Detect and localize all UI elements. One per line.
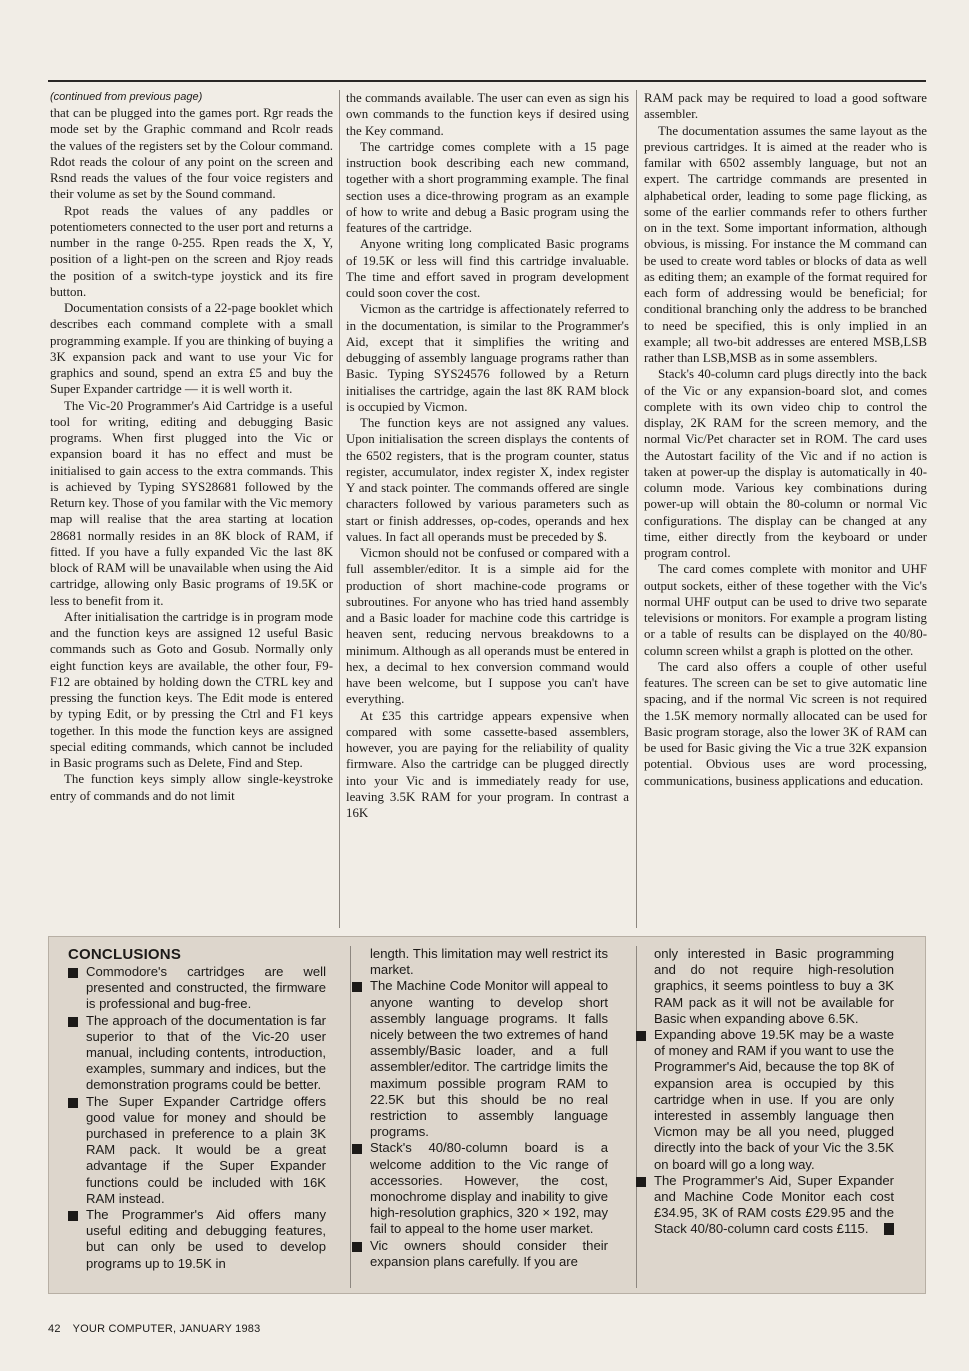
article-paragraph: Rpot reads the values of any paddles or potentiometers connected to the user port and returns a number in the range 0-255. Rpen reads the X, Y, position of a light-pen on the screen and Rjoy reads the position of a switch-type joystick and its fire button. xyxy=(50,203,333,299)
bullet-square-icon xyxy=(636,1031,646,1041)
article-paragraph: Stack's 40-column card plugs directly into the back of the Vic or any expansion-board slot, and comes complete with its own video chip to control the display, 2K RAM for the screen memory, and the normal Vic/Pet character set in ROM. The card uses the Autostart facility of the Vic and if no action is taken at power-up the display is automatically in 40-column mode. Various key combinations during power-up will obtain the 80-column or normal Vic configurations. The display can be changed at any time, either directly from the keyboard or under program control. xyxy=(644,367,927,560)
page-footer xyxy=(48,1323,260,1335)
article-paragraph: Vicmon as the cartridge is affectionately referred to in the documentation, is similar to the Programmer's Aid, except that it simplifies the writing and debugging of assembly language programs rather than Basic. Typing SYS24576 followed by a Return initialises the cartridge, again the last 8K RAM block is occupied by Vicmon. xyxy=(346,302,629,414)
bullet-square-icon xyxy=(68,968,78,978)
article-column-2 xyxy=(346,90,629,821)
conclusion-text: The Machine Code Monitor will appeal to anyone wanting to develop short assembly language programs. It falls nicely between the two extremes of hand assembly/Basic loader, and a full assembler/editor. The cartridge limits the maximum possible program RAM to 22.5K but this should be no real restriction to assembly language programs. xyxy=(370,978,608,1140)
bullet-square-icon xyxy=(352,982,362,992)
article-paragraph: The documentation assumes the same layout as the previous cartridges. It is aimed at the reader who is familar with 6502 assembly language, but not an expert. The cartridge commands are presented in alphabetical order, leading to some page flicking, as some of the earlier commands refer to others further on in the text. Some important information, although obvious, is missing. For instance the M command can be used to create word tables or blocks of data as well as editing them; an example of the format required for each form of addressing would be beneficial; for conditional branching only the address to be branched to need be specified, this is only implied in an example; all two-bit addresses are entered MSB,LSB rather than LSB,MSB as in some assemblers. xyxy=(644,123,927,365)
conclusion-item xyxy=(68,1013,326,1094)
end-of-article-icon xyxy=(884,1223,894,1235)
bullet-square-icon xyxy=(68,1098,78,1108)
continued-note: (continued from previous page) xyxy=(50,91,203,103)
conclusion-text: Vic owners should consider their expansion plans carefully. If you are xyxy=(370,1237,608,1269)
article-paragraph: After initialisation the cartridge is in program mode and the function keys are assigned 12 useful Basic commands such as Goto and Gosub. Normally only eight function keys are available, the other four, F9-F12 are obtained by holding down the CTRL key and pressing the function keys. The Edit mode is entered by typing Edit, or by pressing the Ctrl and F1 keys together. In this mode the function keys are assigned special editing commands, which cannot be included in Basic programs such as Delete, Find and Step. xyxy=(50,609,333,770)
article-column-1 xyxy=(50,90,333,804)
article-paragraph: The cartridge comes complete with a 15 page instruction book describing each new command, together with a short programming example. The final section uses a dice-throwing program as an example of how to write and debug a Basic program using the features of the cartridge. xyxy=(346,139,629,235)
conclusion-item xyxy=(68,1094,326,1207)
box-column-divider xyxy=(350,946,351,1288)
conclusion-text: The approach of the documentation is far superior to that of the Vic-20 user manual, including contents, introduction, examples, summary and indices, but the demonstration programs could be better. xyxy=(86,1012,326,1093)
conclusion-item xyxy=(636,1173,894,1238)
bullet-square-icon xyxy=(636,1177,646,1187)
article-paragraph: that can be plugged into the games port. Rgr reads the mode set by the Graphic command and Rcolr reads the values of the registers set by the Colour command. Rdot reads the colour of any point on the screen and Rsnd reads the values of the four voice registers and their volume as set by the Sound command. xyxy=(50,106,333,202)
conclusion-text: Stack's 40/80-column board is a welcome addition to the Vic range of accessories. However, the cost, monochrome display and inability to give high-resolution graphics, 320 × 192, may fail to appeal to the home user market. xyxy=(370,1140,608,1237)
conclusion-item xyxy=(636,946,894,1027)
article-paragraph: Anyone writing long complicated Basic programs of 19.5K or less will find this cartridge invaluable. The time and effort saved in program development could soon cover the cost. xyxy=(346,237,629,300)
conclusion-item xyxy=(352,1140,608,1237)
article-paragraph: The card comes complete with monitor and UHF output sockets, either of these together with the Vic's normal UHF output can be used to drive two separate televisions or monitors. For example a program listing or a table of results can be displayed on the 40/80-column screen whilst a graph is plotted on the other. xyxy=(644,562,927,658)
column-divider xyxy=(339,90,340,928)
bullet-square-icon xyxy=(68,1017,78,1027)
article-paragraph: The function keys simply allow single-keystroke entry of commands and do not limit xyxy=(50,772,333,803)
conclusion-text: The Programmer's Aid, Super Expander and Machine Code Monitor each cost £34.95, 3K of RAM costs £29.95 and the Stack 40/80-column card costs £115. xyxy=(654,1172,894,1237)
page-number: 42 xyxy=(48,1323,61,1335)
conclusion-text: Expanding above 19.5K may be a waste of money and RAM if you want to use the Programmer's Aid, because the top 8K of expansion area is occupied by this cartridge when in use. If you are only interested in assembly language then Vicmon may be all you need, plugged directly into the back of your Vic the 3.5K on board will go a long way. xyxy=(654,1027,894,1172)
article-paragraph: The function keys are not assigned any values. Upon initialisation the screen displays the contents of the 6502 registers, that is the program counter, status register, accumulator, index register X, index register Y and stack pointer. The commands offered are single characters followed by various parameters such as start or finish addresses, op-codes, operands and hex values. In fact all operands must be preceded by $. xyxy=(346,416,629,544)
article-paragraph: RAM pack may be required to load a good software assembler. xyxy=(644,91,927,122)
article-paragraph: Documentation consists of a 22-page booklet which describes each command complete with a small programming example. If you are thinking of buying a 3K expansion pack and want to use your Vic for graphics and sound, spend an extra £5 and buy the Super Expander cartridge — it is well worth it. xyxy=(50,301,333,397)
conclusion-item xyxy=(636,1027,894,1173)
conclusion-item xyxy=(68,964,326,1013)
article-column-3 xyxy=(644,90,927,789)
conclusions-heading: CONCLUSIONS xyxy=(68,946,182,963)
conclusion-item xyxy=(68,1207,326,1272)
conclusion-item xyxy=(352,1238,608,1270)
conclusion-text: The Super Expander Cartridge offers good value for money and should be purchased in preference to a plain 3K RAM pack. It would be a great advantage if the Super Expander functions could be included with 16K RAM instead. xyxy=(86,1093,326,1206)
article-paragraph: the commands available. The user can even as sign his own commands to the function keys if desired using the Key command. xyxy=(346,91,629,138)
conclusion-text: only interested in Basic programming and do not require high-resolution graphics, it seems pointless to buy a 3K RAM pack as it will not be available for Basic when expanding above 6.5K. xyxy=(654,946,894,1026)
conclusion-item xyxy=(352,946,608,978)
column-divider xyxy=(636,90,637,928)
conclusion-text: The Programmer's Aid offers many useful editing and debugging features, but can only be used to develop programs up to 19.5K in xyxy=(86,1207,326,1271)
conclusions-column-3 xyxy=(636,946,894,1238)
conclusion-item xyxy=(352,978,608,1140)
conclusion-text: length. This limitation may well restrict its market. xyxy=(370,946,608,978)
top-rule xyxy=(48,80,926,82)
article-paragraph: The card also offers a couple of other useful features. The screen can be set to give automatic line spacing, and if the normal Vic screen is not required the 1.5K memory normally allocated can be used for Basic program storage, also the lower 3K of RAM can be used for Basic giving the Vic a true 32K expansion potential. Obvious uses are word processing, communications, business applications and education. xyxy=(644,659,927,788)
conclusions-column-1 xyxy=(68,946,326,1272)
article-paragraph: Vicmon should not be confused or compared with a full assembler/editor. It is a simple aid for the production of short machine-code programs or subroutines. For anyone who has tried hand assembly and a Basic loader for machine code this cartridge is heaven sent, reducing nervous breakdowns to a minimum. Although as all operands must be entered in hex, a decimal to hex conversion command would have been welcome, but I suppose you can't have everything. xyxy=(346,546,629,707)
article-paragraph: At £35 this cartridge appears expensive when compared with some cassette-based assemblers, however, you are paying for the reliability of quality firmware. Also the cartridge can be plugged directly into your Vic and is immediately ready for use, leaving 3.5K RAM for your program. In contrast a 16K xyxy=(346,708,629,820)
bullet-square-icon xyxy=(352,1242,362,1252)
conclusions-column-2 xyxy=(352,946,608,1270)
bullet-square-icon xyxy=(352,1144,362,1154)
magazine-issue: YOUR COMPUTER, JANUARY 1983 xyxy=(72,1323,261,1335)
conclusion-text: Commodore's cartridges are well presented and constructed, the firmware is professional and bug-free. xyxy=(86,964,326,1012)
bullet-square-icon xyxy=(68,1211,78,1221)
article-paragraph: The Vic-20 Programmer's Aid Cartridge is a useful tool for writing, editing and debugging Basic programs. When first plugged into the Vic or expansion board it has no effect and must be initialised to gain access to the extra commands. This is achieved by Typing SYS28681 followed by the Return key. Those of you familar with the Vic memory map will realise that the area starting at location 28681 normally resides in an 8K block of RAM, if fitted. If you have a fully expanded Vic the last 8K block of RAM will be unavailable when using the Aid cartridge, allowing only Basic programs of 19.5K or less to benefit from it. xyxy=(50,398,333,608)
